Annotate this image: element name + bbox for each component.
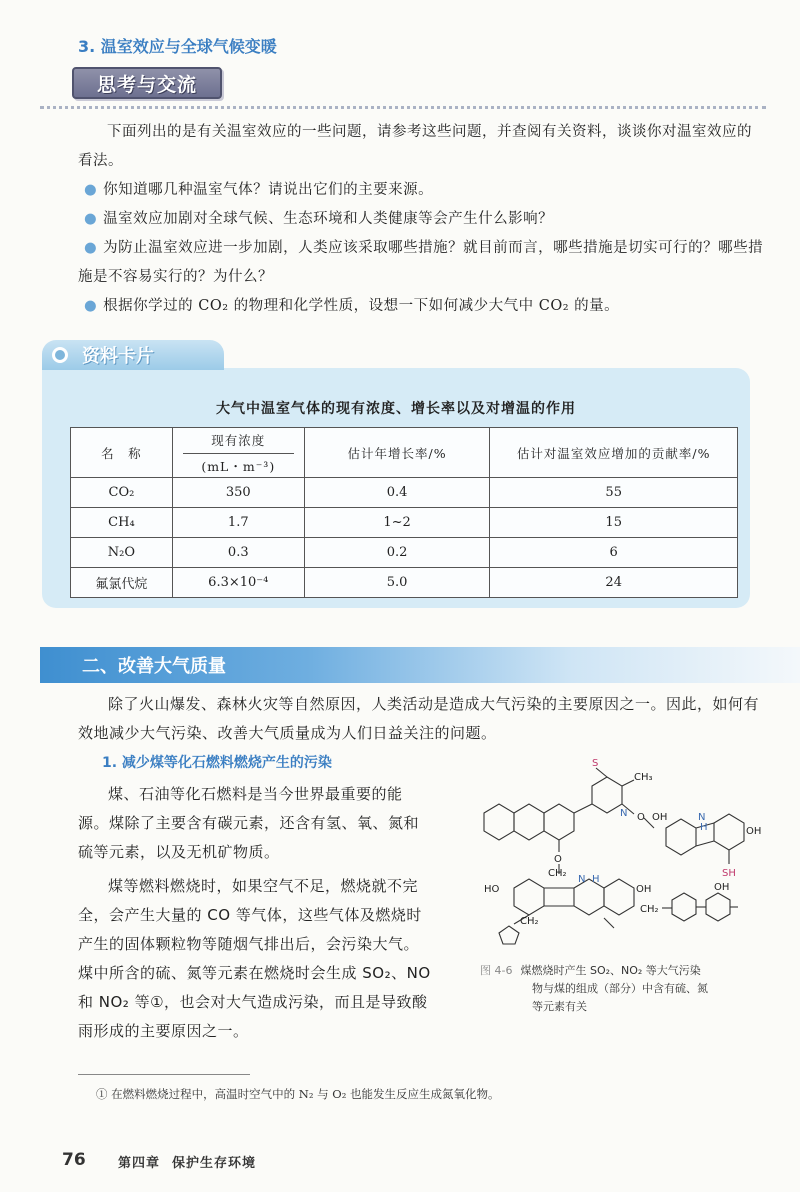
coal-structure-diagram — [474, 758, 774, 958]
table-header-row — [71, 428, 738, 478]
bullet-icon: ● — [84, 182, 98, 198]
header-concentration: 现有浓度 (mL・m⁻³) — [172, 428, 304, 478]
footnote: ① 在燃料燃烧过程中，高温时空气中的 N₂ 与 O₂ 也能发生反应生成氮氧化物。 — [96, 1087, 500, 1101]
section-paragraph: 除了火山爆发、森林火灾等自然原因，人类活动是造成大气污染的主要原因之一。因此，如何有效地减少大气污染、改善大气质量成为人们日益关注的问题。 — [78, 695, 760, 742]
atom-label: OH — [636, 884, 652, 895]
greenhouse-gas-table — [70, 427, 738, 598]
atom-label: SH — [722, 868, 736, 879]
figure-number: 图 4-6 — [480, 964, 513, 977]
table-row: 氟氯代烷 6.3×10⁻⁴ 5.0 24 — [71, 568, 738, 598]
bullet-item: ● 为防止温室效应进一步加剧，人类应该采取哪些措施？就目前而言，哪些措施是切实可行的？哪些措施是不容易实行的？为什么？ — [78, 240, 764, 285]
atom-label: N — [620, 808, 628, 819]
bullet-icon: ● — [84, 240, 98, 256]
table-row: CH₄ 1.7 1~2 15 — [71, 508, 738, 538]
bullet-item: ● 你知道哪几种温室气体？请说出它们的主要来源。 — [84, 182, 434, 198]
atom-label: CH₃ — [634, 772, 653, 783]
atom-label: O — [554, 854, 562, 865]
ring-icon — [52, 347, 68, 363]
figure-caption: 图 4-6 煤燃烧时产生 SO₂、NO₂ 等大气污染 物与煤的组成（部分）中含有硫、氮 等元素有关 — [480, 964, 708, 1013]
atom-label: HO — [484, 884, 500, 895]
header-name: 名 称 — [71, 428, 173, 478]
atom-label: N — [698, 812, 706, 823]
paragraph-fossil-fuels: 煤、石油等化石燃料是当今世界最重要的能 源。煤除了主要含有碳元素，还含有氢、氧、氮和 硫等元素，以及无机矿物质。 — [78, 785, 420, 861]
data-card-tab: 资料卡片 — [42, 340, 224, 370]
header-growth-rate: 估计年增长率/% — [304, 428, 490, 478]
atom-label: N — [578, 874, 586, 885]
atom-label: OH — [714, 882, 730, 893]
atom-label: S — [592, 758, 599, 769]
bullet-item: ● 根据你学过的 CO₂ 的物理和化学性质，设想一下如何减少大气中 CO₂ 的量。 — [84, 298, 620, 314]
atom-label: H — [700, 822, 708, 833]
paragraph-combustion: 煤等燃料燃烧时，如果空气不足，燃烧就不完 全，会产生大量的 CO 等气体，这些气体及燃烧时 产生的固体颗粒物等随烟气排出后，会污染大气。 煤中所含的硫、氮等元素在燃烧时会生成 SO₂、NO 和 NO₂ 等①，也会对大气造成污染，而且是导致酸 雨形成的主要原因之一。 — [78, 877, 431, 1040]
bullet-item: ● 温室效应加剧对全球气候、生态环境和人类健康等会产生什么影响？ — [84, 211, 554, 227]
atom-label: CH₂ — [640, 904, 659, 915]
atom-label: CH₂ — [548, 868, 567, 879]
chapter-label: 第四章 保护生存环境 — [118, 1156, 257, 1171]
dotted-divider — [40, 106, 766, 109]
table-title: 大气中温室气体的现有浓度、增长率以及对增温的作用 — [216, 401, 576, 417]
atom-label: O — [637, 812, 645, 823]
section-heading: 3. 温室效应与全球气候变暖 — [78, 37, 277, 56]
section-title-bar: 二、改善大气质量 — [40, 647, 800, 683]
bullet-icon: ● — [84, 298, 98, 314]
atom-label: CH₂ — [520, 916, 539, 927]
table-row: N₂O 0.3 0.2 6 — [71, 538, 738, 568]
atom-label: H — [592, 874, 600, 885]
bullet-icon: ● — [84, 211, 98, 227]
page-number: 76 — [62, 1150, 86, 1170]
footnote-rule — [78, 1074, 250, 1075]
atom-label: OH — [652, 812, 668, 823]
sub-heading: 1. 减少煤等化石燃料燃烧产生的污染 — [102, 755, 332, 771]
atom-label: OH — [746, 826, 762, 837]
think-discuss-box: 思考与交流 — [72, 67, 222, 99]
header-contribution: 估计对温室效应增加的贡献率/% — [490, 428, 738, 478]
table-row: CO₂ 350 0.4 55 — [71, 478, 738, 508]
intro-paragraph: 下面列出的是有关温室效应的一些问题，请参考这些问题，并查阅有关资料，谈谈你对温室效应的看法。 — [78, 124, 752, 169]
